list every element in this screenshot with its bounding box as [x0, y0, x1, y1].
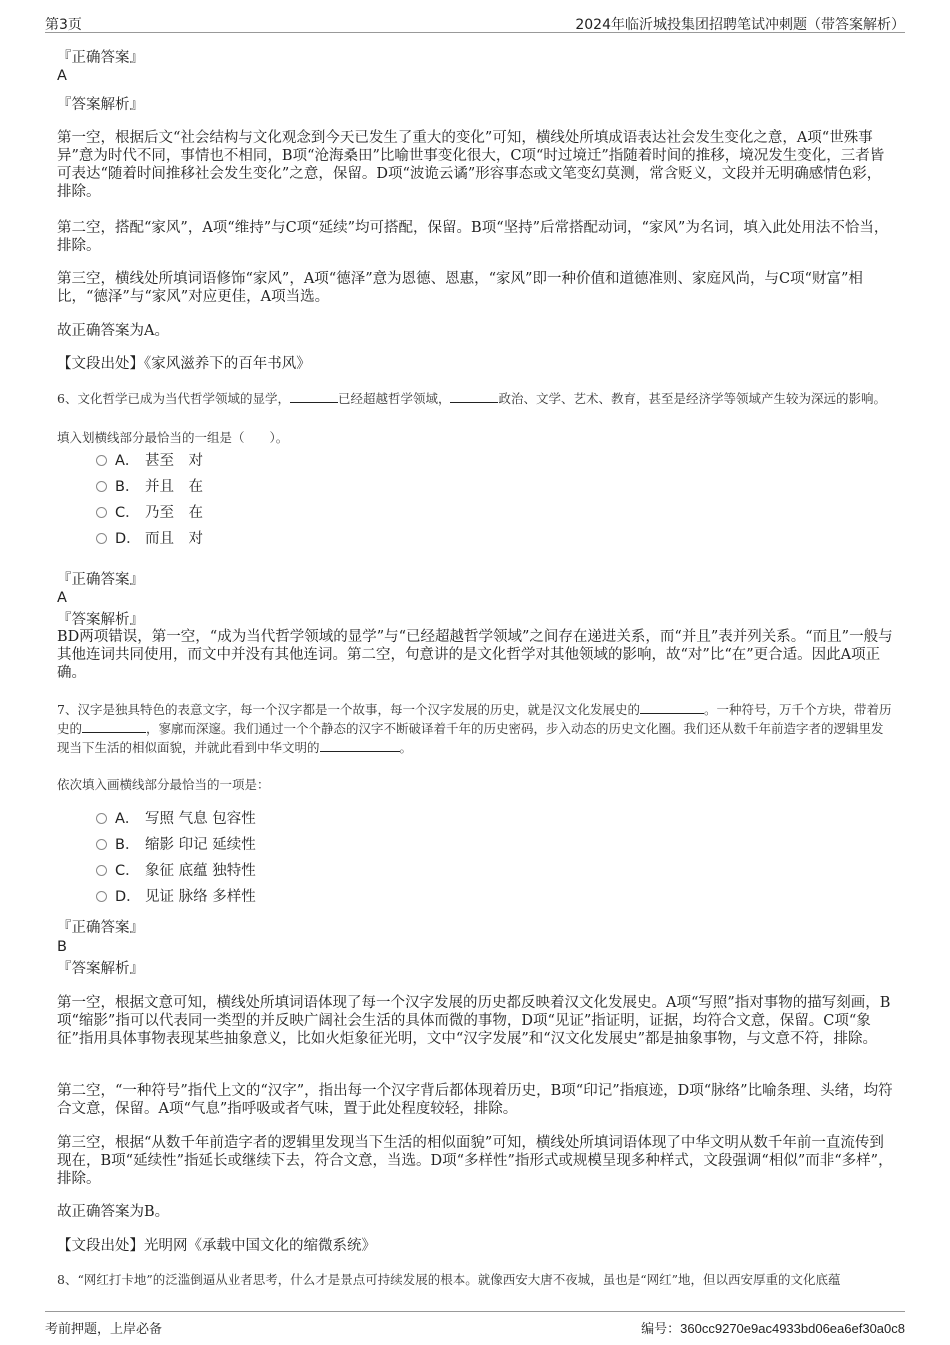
option-a[interactable]: A． 甚至 对	[96, 452, 203, 470]
radio-icon[interactable]	[96, 813, 107, 824]
option-b[interactable]: B． 并且 在	[96, 478, 203, 496]
explanation-conclusion: 故正确答案为B。	[57, 1204, 170, 1220]
radio-icon[interactable]	[96, 865, 107, 876]
option-d[interactable]: D． 而且 对	[96, 530, 203, 548]
answer-value: A	[57, 68, 67, 84]
explanation-label: 『答案解析』	[57, 961, 144, 977]
answer-value: B	[57, 939, 67, 955]
explanation-label: 『答案解析』	[57, 612, 144, 628]
explanation-paragraph: BD两项错误，第一空，“成为当代哲学领域的显学”与“已经超越哲学领域”之间存在递进关系，而“并且”表并列关系。“而且”一般与其他连词共同使用，而文中并没有其他连词。第二空，句意讲的是文化哲学对其他领域的影响，故“对”比“在”更合适。因此A项正确。	[57, 629, 893, 681]
explanation-paragraph: 第二空，“一种符号”指代上文的“汉字”，指出每一个汉字背后都体现着历史，B项“印记”指痕迹，D项“脉络”比喻条理、头绪，均符合文意，保留。A项“气息”指呼吸或者气味，置于此处程度较轻，排除。	[57, 1083, 893, 1117]
explanation-conclusion: 故正确答案为A。	[57, 323, 169, 339]
explanation-paragraph: 第二空，搭配“家风”，A项“维持”与C项“延续”均可搭配，保留。B项“坚持”后常搭配动词，“家风”为名词，填入此处用法不恰当，排除。	[57, 220, 889, 254]
option-d[interactable]: D． 见证 脉络 多样性	[96, 888, 256, 906]
blank	[320, 751, 400, 752]
radio-icon[interactable]	[96, 507, 107, 518]
blank	[82, 732, 146, 733]
source-citation: 【文段出处】《家风滋养下的百年书风》	[57, 356, 311, 372]
blank	[450, 402, 498, 403]
footer-slogan: 考前押题，上岸必备	[45, 1322, 163, 1337]
question-7-prompt: 依次填入画横线部分最恰当的一项是：	[57, 777, 270, 792]
answer-value: A	[57, 590, 67, 606]
page-header	[45, 6, 905, 33]
document-code: 编号：360cc9270e9ac4933bd06ea6ef30a0c8	[641, 1321, 905, 1337]
question-8-text: 8、“网红打卡地”的泛滥倒逼从业者思考，什么才是景点可持续发展的根本。就像西安大唐不夜城，虽也是“网红”地，但以西安厚重的文化底蕴	[57, 1272, 841, 1287]
radio-icon[interactable]	[96, 455, 107, 466]
question-7-text: 7、汉字是独具特色的表意文字，每一个汉字都是一个故事，每一个汉字发展的历史，就是汉文化发展史的 。一种符号，万千个方块，带着历史的 ，寥廓而深邃。我们通过一个个静态的汉字不断破译着千年的历史密码，步入动态的历史文化圈。我们还从数千年前造字者的逻辑里发现当下生活的相似面貌，并就此看到中华文明的 。	[57, 702, 892, 755]
radio-icon[interactable]	[96, 481, 107, 492]
question-6-prompt: 填入划横线部分最恰当的一组是（ ）。	[57, 430, 289, 445]
source-citation: 【文段出处】光明网《承载中国文化的缩微系统》	[57, 1238, 376, 1254]
option-c[interactable]: C． 象征 底蕴 独特性	[96, 862, 256, 880]
question-6-text: 6、文化哲学已成为当代哲学领域的显学， 已经超越哲学领域， 政治、文学、艺术、教育，甚至是经济学等领域产生较为深远的影响。	[57, 391, 886, 406]
explanation-paragraph: 第三空，根据“从数千年前造字者的逻辑里发现当下生活的相似面貌”可知，横线处所填词语体现了中华文明从数千年前一直流传到现在，B项“延续性”指延长或继续下去，符合文意，当选。D项“多样性”指形式或规模呈现多种样式，文段强调“相似”而非“多样”，排除。	[57, 1135, 893, 1187]
answer-label: 『正确答案』	[57, 572, 144, 588]
radio-icon[interactable]	[96, 891, 107, 902]
explanation-paragraph: 第一空，根据后文“社会结构与文化观念到今天已发生了重大的变化”可知，横线处所填成语表达社会发生变化之意，A项“世殊事异”意为时代不同，事情也不相同，B项“沧海桑田”比喻世事变化很大，C项“时过境迁”指随着时间的推移，境况发生变化，三者皆可表达“随着时间推移社会发生变化”之意，保留。D项“波诡云谲”形容事态或文笔变幻莫测，常含贬义，文段并无明确感情色彩，排除。	[57, 130, 885, 200]
explanation-paragraph: 第三空，横线处所填词语修饰“家风”，A项“德泽”意为恩德、恩惠，“家风”即一种价值和道德准则、家庭风尚，与C项“财富”相比，“德泽”与“家风”对应更佳，A项当选。	[57, 271, 863, 305]
option-c[interactable]: C． 乃至 在	[96, 504, 203, 522]
answer-label: 『正确答案』	[57, 50, 144, 66]
blank	[290, 402, 338, 403]
radio-icon[interactable]	[96, 533, 107, 544]
radio-icon[interactable]	[96, 839, 107, 850]
explanation-paragraph: 第一空，根据文意可知，横线处所填词语体现了每一个汉字发展的历史都反映着汉文化发展史。A项“写照”指对事物的描写刻画，B项“缩影”指可以代表同一类型的并反映广阔社会生活的具体而微的事物，D项“见证”指证明，证据，均符合文意，保留。C项“象征”指用具体事物表现某些抽象意义，比如火炬象征光明，文中“汉字发展”和“汉文化发展史”都是抽象事物，与文意不符，排除。	[57, 995, 891, 1047]
page-number: 第3页	[45, 17, 82, 33]
explanation-label: 『答案解析』	[57, 97, 144, 113]
option-a[interactable]: A． 写照 气息 包容性	[96, 810, 256, 828]
answer-label: 『正确答案』	[57, 920, 144, 936]
option-b[interactable]: B． 缩影 印记 延续性	[96, 836, 256, 854]
blank	[640, 713, 704, 714]
page-footer	[45, 1311, 905, 1340]
document-title: 2024年临沂城投集团招聘笔试冲刺题（带答案解析）	[575, 17, 905, 33]
